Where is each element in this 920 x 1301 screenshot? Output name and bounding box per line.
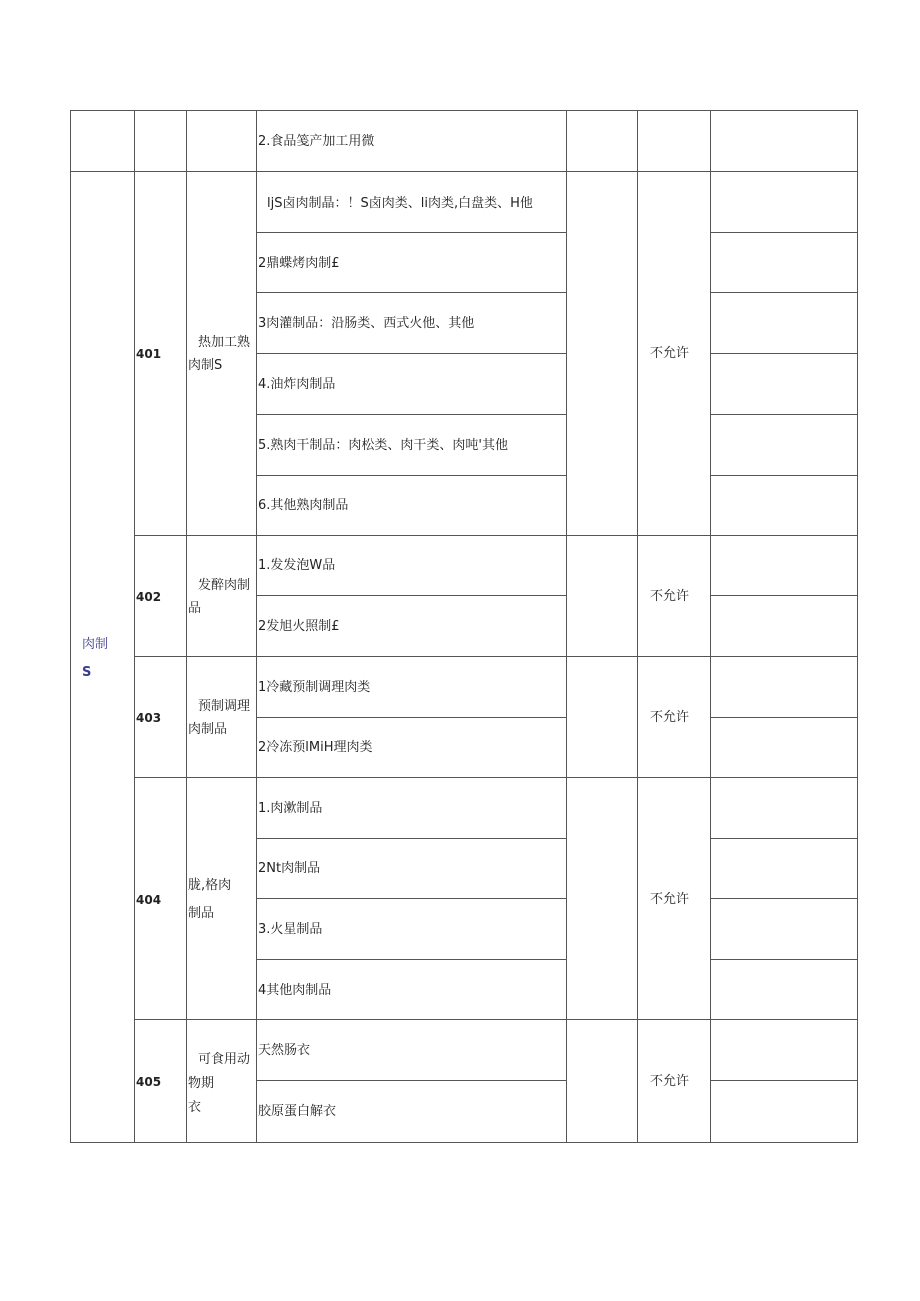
code-cell-404 — [134, 777, 187, 1020]
remark-cell — [710, 171, 858, 233]
group-name-line1: 可食用动 — [198, 1052, 251, 1067]
remark-cell — [710, 898, 858, 960]
remark-cell — [710, 353, 858, 415]
item-cell — [256, 1019, 567, 1081]
top-item-text: 2.食品笺产加工用微 — [258, 134, 375, 149]
item-text: 2Nt肉制品 — [258, 861, 321, 876]
group-code: 402 — [136, 590, 162, 604]
code-cell-403 — [134, 656, 187, 778]
item-text: 2鼎蝶烤肉制£ — [258, 256, 340, 271]
status-text: 不允许 — [650, 346, 690, 361]
col5-cell-402 — [566, 535, 638, 657]
col5-cell-404 — [566, 777, 638, 1020]
item-text: ljS卤肉制晶：！S卤肉类、li肉类,白盘类、H他 — [267, 196, 533, 211]
top-code-cell — [134, 110, 187, 172]
group-name-line1: 预制调理 — [198, 699, 251, 714]
group-code: 401 — [136, 347, 162, 361]
item-cell — [256, 171, 567, 233]
code-cell-402 — [134, 535, 187, 657]
group-name-line2: 肉制S — [188, 358, 223, 373]
name-cell-404 — [186, 777, 257, 1020]
name-cell-402 — [186, 535, 257, 657]
item-cell — [256, 1080, 567, 1143]
item-text: 6.其他熟肉制品 — [258, 498, 349, 513]
item-cell — [256, 595, 567, 657]
item-cell — [256, 292, 567, 354]
top-remark-cell — [710, 110, 858, 172]
item-cell — [256, 656, 567, 718]
item-cell — [256, 838, 567, 899]
status-cell-401 — [637, 171, 711, 536]
col5-cell-401 — [566, 171, 638, 536]
item-text: 1.发发泡W品 — [258, 558, 336, 573]
top-status-cell — [637, 110, 711, 172]
group-name-line1: 发醉肉制 — [198, 578, 251, 593]
status-text: 不允许 — [650, 710, 690, 725]
remark-cell — [710, 656, 858, 718]
col5-cell-403 — [566, 656, 638, 778]
top-category-cell — [70, 110, 135, 172]
item-text: 5.熟肉干制品：肉松类、肉干类、肉吨'其他 — [258, 438, 508, 453]
item-cell — [256, 232, 567, 293]
remark-cell — [710, 232, 858, 293]
code-cell-401 — [134, 171, 187, 536]
remark-cell — [710, 838, 858, 899]
item-text: 2冷冻预lMiH理肉类 — [258, 740, 373, 755]
item-text: 天然肠衣 — [258, 1043, 311, 1058]
status-cell-404 — [637, 777, 711, 1020]
group-code: 405 — [136, 1075, 162, 1089]
remark-cell — [710, 959, 858, 1020]
category-label-line2: S — [82, 665, 92, 680]
name-cell-401 — [186, 171, 257, 536]
group-name-line2: 肉制品 — [188, 722, 228, 737]
code-cell-405 — [134, 1019, 187, 1143]
remark-cell — [710, 1019, 858, 1081]
item-text: 3.火星制品 — [258, 922, 323, 937]
group-name-line2: 物期 — [188, 1076, 215, 1091]
item-text: 1冷藏预制调理肉类 — [258, 680, 371, 695]
col5-cell-405 — [566, 1019, 638, 1143]
status-text: 不允许 — [650, 589, 690, 604]
status-cell-402 — [637, 535, 711, 657]
item-cell — [256, 898, 567, 960]
remark-cell — [710, 414, 858, 476]
item-text: 4其他肉制品 — [258, 983, 332, 998]
remark-cell — [710, 475, 858, 536]
remark-cell — [710, 292, 858, 354]
item-text: 胶原蛋白解衣 — [258, 1104, 337, 1119]
group-name-line2: 制品 — [188, 906, 215, 921]
group-code: 404 — [136, 893, 162, 907]
group-name-line3: 衣 — [188, 1100, 202, 1115]
item-cell — [256, 777, 567, 839]
name-cell-403 — [186, 656, 257, 778]
item-cell — [256, 717, 567, 778]
category-cell — [70, 171, 135, 1143]
item-cell — [256, 353, 567, 415]
item-text: 4.油炸肉制品 — [258, 377, 336, 392]
remark-cell — [710, 717, 858, 778]
status-text: 不允许 — [650, 1074, 690, 1089]
item-cell — [256, 959, 567, 1020]
status-text: 不允许 — [650, 892, 690, 907]
item-cell — [256, 475, 567, 536]
remark-cell — [710, 777, 858, 839]
item-text: 1.肉漱制品 — [258, 801, 323, 816]
top-col5-cell — [566, 110, 638, 172]
group-code: 403 — [136, 711, 162, 725]
remark-cell — [710, 1080, 858, 1143]
group-name-line1: 胧,格肉 — [188, 878, 232, 893]
category-label-line1: 肉制 — [82, 637, 109, 652]
item-cell — [256, 414, 567, 476]
status-cell-405 — [637, 1019, 711, 1143]
name-cell-405 — [186, 1019, 257, 1143]
remark-cell — [710, 595, 858, 657]
group-name-line2: 品 — [188, 601, 202, 616]
status-cell-403 — [637, 656, 711, 778]
top-name-cell — [186, 110, 257, 172]
item-text: 2发旭火照制£ — [258, 619, 340, 634]
item-cell — [256, 535, 567, 596]
top-item-cell — [256, 110, 567, 172]
remark-cell — [710, 535, 858, 596]
group-name-line1: 热加工熟 — [198, 335, 251, 350]
item-text: 3肉灌制品：沿肠类、西式火他、其他 — [258, 316, 475, 331]
